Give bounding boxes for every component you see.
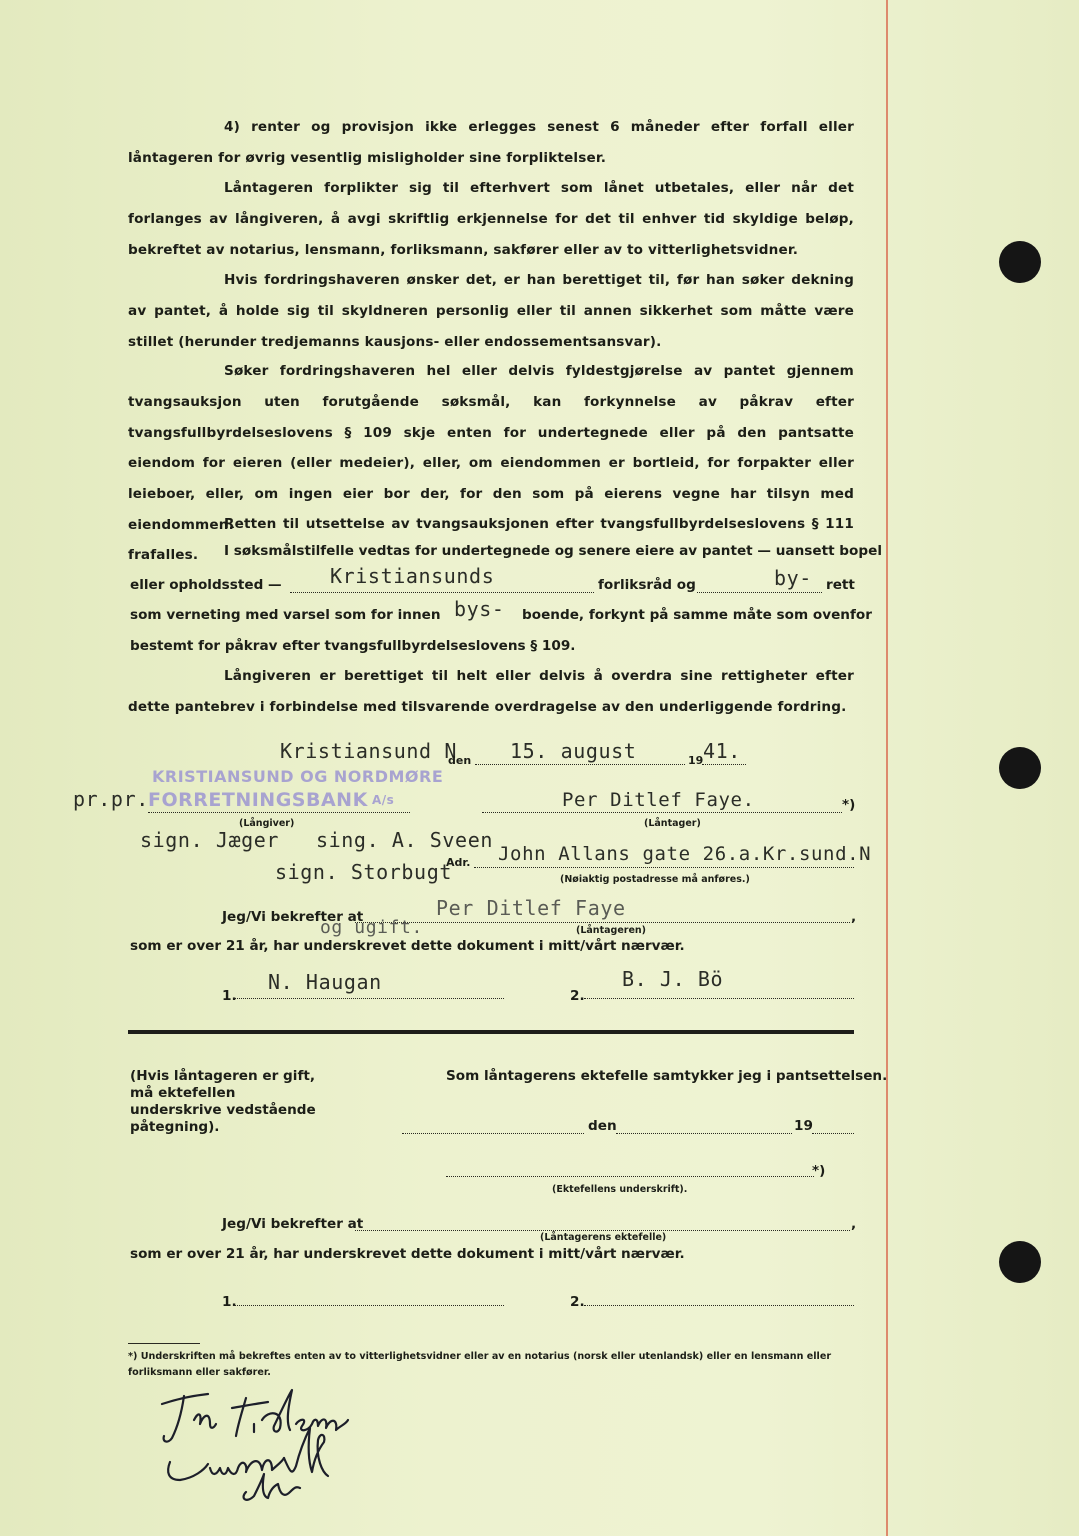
spouse-den-label: den: [588, 1118, 617, 1134]
spouse-comma: ,: [851, 1216, 857, 1232]
date-year-prefix: 19: [688, 754, 704, 767]
address-line: [474, 867, 854, 868]
spouse-place-line: [402, 1133, 584, 1134]
year-blank-line: [702, 764, 746, 765]
paragraph-transfer: Långiveren er berettiget til helt eller delvis å overdra sine rettigheter efter dette pantebrev i forbindelse med tilsvarende overdragelse av den underliggende fordring.: [128, 668, 854, 715]
spouse-year-prefix: 19: [794, 1118, 813, 1134]
type-blank-line: [697, 592, 822, 593]
venue-line-4: bestemt for påkrav efter tvangsfullbyrdelseslovens § 109.: [130, 638, 576, 654]
handwriting-note-text: [150, 1520, 163, 1521]
prpr-label: pr.pr.: [73, 787, 149, 811]
date-day-month: 15. august: [510, 739, 637, 763]
spouse-line-2: som er over 21 år, har underskrevet dette dokument i mitt/vårt nærvær.: [130, 1246, 685, 1262]
date-den-label: den: [448, 754, 472, 767]
witness-number-1: 1.: [222, 988, 237, 1004]
spouse-confirm-label: (Låntagerens ektefelle): [540, 1232, 667, 1243]
witness-confirm-prefix: Jeg/Vi bekrefter at: [222, 909, 364, 925]
spouse-left-note: (Hvis låntageren er gift, må ektefellen underskrive vedstående påtegning).: [130, 1068, 316, 1135]
date-year-suffix: 41.: [703, 739, 741, 763]
witness-borrower-name: Per Ditlef Faye: [436, 896, 626, 920]
bank-stamp-as: A/s: [372, 793, 395, 807]
paragraph-forced-sale: Søker fordringshaveren hel eller delvis fyldestgjørelse av pantet gjennem tvangsauksjon uten forutgående søksmål, kan forkynnelse av påkrav efter tvangsfullbyrdelseslovens § 109 skje enten for undertegnede eller på den pantsatte eiendom for eieren (eller medeier), eller, om eiendommen er bortleid, for forpakter eller leieboer, eller, om ingen eier bor der, for den som på eierens vegne har tilsyn med eiendommen.: [128, 363, 854, 533]
punch-hole-middle: [999, 747, 1041, 789]
venue-line-1: I søksmålstilfelle vedtas for undertegnede og senere eiere av pantet — uansett bopel: [224, 543, 882, 559]
footnote: *) Underskriften må bekreftes enten av to vitterlighetsvidner eller av en notarius (norsk eller utenlandsk) eller en lensmann eller forliksmann eller sakfører.: [128, 1351, 832, 1378]
signature-sveen: sing. A. Sveen: [316, 828, 493, 852]
footnote-rule: [128, 1343, 200, 1344]
date-place: Kristiansund N: [280, 739, 457, 763]
spouse-confirm-line: [355, 1230, 850, 1231]
borrower-sign-line: [482, 812, 842, 813]
borrower-address: John Allans gate 26.a.Kr.sund.N: [498, 843, 872, 865]
paragraph-acknowledgement: Låntageren forplikter sig til efterhvert som lånet utbetales, eller når det forlanges av långiveren, å avgi skriftlig erkjennelse for det til enhver tid skyldige beløp, bekreftet av notarius, lensmann, forliksmann, sakfører eller av to vitterlighetsvidner.: [128, 180, 854, 258]
venue-line-2b: forliksråd og: [598, 577, 696, 593]
signature-storbugt: sign. Storbugt: [275, 860, 452, 884]
spouse-year-line: [812, 1133, 854, 1134]
bank-stamp-line-2: FORRETNINGSBANK: [148, 789, 368, 811]
spouse-asterisk: *): [812, 1163, 826, 1179]
address-label-adr: Adr.: [446, 856, 471, 869]
venue-line-2c: rett: [826, 577, 855, 593]
spouse-witness-number-1: 1.: [222, 1294, 237, 1310]
lender-sign-line: [148, 812, 410, 813]
witness-role-label: (Låntageren): [576, 925, 646, 936]
punch-hole-top: [999, 241, 1041, 283]
court-blank-line: [290, 592, 594, 593]
borrower-name: Per Ditlef Faye.: [562, 789, 755, 811]
red-margin-rule: [886, 0, 888, 1536]
lender-label: (Långiver): [239, 818, 295, 829]
filled-court-name: Kristiansunds: [330, 564, 495, 588]
borrower-asterisk: *): [842, 797, 856, 813]
witness-confirm-line: [355, 922, 850, 923]
witness-name-2: B. J. Bö: [622, 967, 724, 991]
address-label: (Nøiaktig postadresse må anføres.): [560, 874, 750, 885]
filled-bys: bys-: [454, 597, 505, 621]
venue-line-3b: boende, forkynt på samme måte som ovenfor: [522, 607, 872, 623]
date-blank-line: [475, 764, 685, 765]
spouse-sign-line: [446, 1176, 814, 1177]
handwritten-in-fidem-signature: [150, 1380, 390, 1510]
borrower-label: (Låntager): [644, 818, 701, 829]
spouse-confirm-prefix: Jeg/Vi bekrefter at: [222, 1216, 364, 1232]
section-divider: [128, 1030, 854, 1034]
paragraph-postponement: Retten til utsettelse av tvangsauksjonen efter tvangsfullbyrdelseslovens § 111 frafalles.: [128, 516, 854, 563]
witness-number-2: 2.: [570, 988, 585, 1004]
witness-borrower-status: og ugift.: [320, 917, 423, 938]
spouse-sig-label: (Ektefellens underskrift).: [552, 1184, 688, 1195]
spouse-consent: Som låntagerens ektefelle samtykker jeg i pantsettelsen.: [446, 1068, 888, 1084]
bank-stamp-line-1: KRISTIANSUND OG NORDMØRE: [152, 767, 444, 786]
filled-court-type: by-: [774, 566, 812, 590]
paragraph-default-conditions: 4) renter og provisjon ikke erlegges senest 6 måneder efter forfall eller låntageren for øvrig vesentlig misligholder sine forpliktelser.: [128, 119, 854, 166]
venue-line-3a: som verneting med varsel som for innen: [130, 607, 441, 623]
paragraph-creditor-rights: Hvis fordringshaveren ønsker det, er han berettiget til, før han søker dekning av pantet, å holde sig til skyldneren personlig eller til annen sikkerhet som måtte være stillet (herunder tredjemanns kausjons- eller endossementsansvar).: [128, 272, 854, 350]
witness-line-2-blank: [584, 998, 854, 999]
punch-hole-bottom: [999, 1241, 1041, 1283]
witness-line-1: [234, 998, 504, 999]
venue-line-2a: eller opholdssted —: [130, 577, 282, 593]
spouse-witness-line-1: [234, 1305, 504, 1306]
witness-line-2: som er over 21 år, har underskrevet dette dokument i mitt/vårt nærvær.: [130, 938, 685, 954]
spouse-date-line: [616, 1133, 792, 1134]
witness-comma: ,: [851, 909, 857, 925]
signature-jaeger: sign. Jæger: [140, 828, 280, 852]
witness-name-1: N. Haugan: [268, 970, 382, 994]
spouse-witness-line-2: [584, 1305, 854, 1306]
spouse-witness-number-2: 2.: [570, 1294, 585, 1310]
